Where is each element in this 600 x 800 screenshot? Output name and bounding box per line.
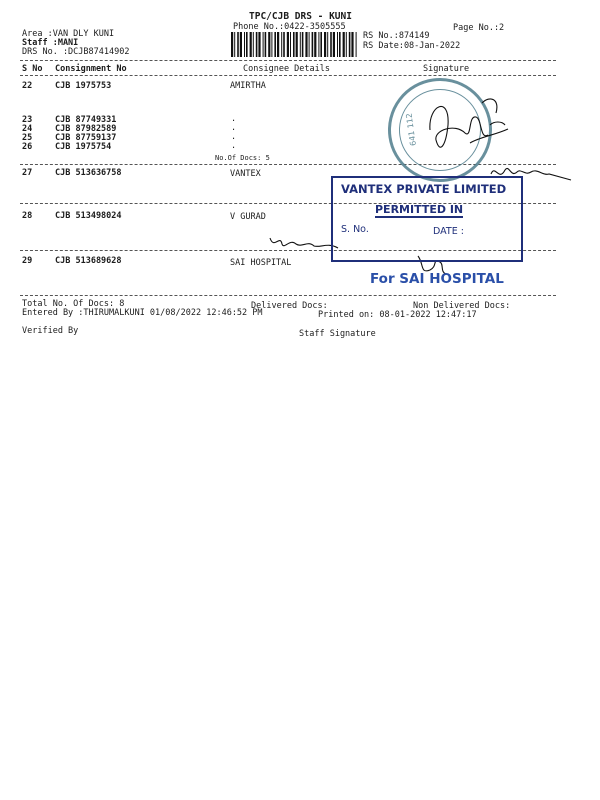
row-sno: 28 (22, 211, 33, 221)
row-consignment: CJB 513498024 (55, 211, 122, 221)
vantex-stamp-sno: S. No. (341, 224, 369, 235)
area-label: Area :VAN DLY KUNI (22, 29, 115, 39)
vantex-company-stamp (331, 176, 523, 262)
col-consignee: Consignee Details (243, 64, 330, 74)
row-consignee: . (231, 114, 237, 124)
phone-number: Phone No.:0422-3505555 (233, 22, 346, 32)
row-sno: 27 (22, 168, 33, 178)
document-title: TPC/CJB DRS - KUNI (249, 11, 352, 22)
row-sno: 29 (22, 256, 33, 266)
rs-date: RS Date:08-Jan-2022 (363, 41, 461, 51)
row-consignment: CJB 1975753 (55, 81, 112, 91)
row-consignment: CJB 1975754 (55, 142, 112, 152)
row-consignee: V GURAD (230, 212, 266, 222)
sai-hospital-stamp: For SAI HOSPITAL (370, 271, 504, 287)
row-consignment: CJB 87749331 (55, 115, 117, 125)
row-consignee: SAI HOSPITAL (230, 258, 292, 268)
row-consignee: . (231, 132, 237, 142)
col-consignment: Consignment No (55, 64, 127, 74)
row-consignee: . (231, 123, 237, 133)
row-sno: 23 (22, 115, 33, 125)
col-sno: S No (22, 64, 43, 74)
group-doc-count: No.Of Docs: 5 (215, 154, 270, 162)
signature-amirtha (410, 85, 520, 165)
seal-number: 641 112 (404, 112, 418, 147)
staff-signature: Staff Signature (299, 329, 376, 339)
row-sno: 24 (22, 124, 33, 134)
divider (20, 60, 556, 61)
page-number: Page No.:2 (453, 23, 505, 33)
barcode (231, 32, 359, 57)
row-sno: 26 (22, 142, 33, 152)
row-consignment: CJB 87982589 (55, 124, 117, 134)
vantex-stamp-permitted: PERMITTED IN (375, 203, 464, 216)
row-sno: 22 (22, 81, 33, 91)
row-consignee: AMIRTHA (230, 81, 266, 91)
entered-by: Entered By :THIRUMALKUNI 01/08/2022 12:46:52 PM (22, 308, 263, 318)
staff-label: Staff :MANI (22, 38, 79, 48)
col-signature: Signature (423, 64, 470, 74)
vantex-stamp-name: VANTEX PRIVATE LIMITED (341, 182, 507, 196)
verified-by: Verified By (22, 326, 79, 336)
row-sno: 25 (22, 133, 33, 143)
row-consignment: CJB 513689628 (55, 256, 122, 266)
vantex-stamp-date: DATE : (433, 226, 464, 237)
row-consignment: CJB 87759137 (55, 133, 117, 143)
row-consignee: VANTEX (230, 169, 261, 179)
row-consignment: CJB 513636758 (55, 168, 122, 178)
non-delivered-docs: Non Delivered Docs: (413, 301, 511, 311)
rs-number: RS No.:874149 (363, 31, 430, 41)
row-consignee: . (231, 141, 237, 151)
printed-on: Printed on: 08-01-2022 12:47:17 (318, 310, 477, 320)
divider (20, 295, 556, 296)
divider (20, 75, 556, 76)
total-docs: Total No. Of Docs: 8 (22, 299, 125, 309)
drs-number: DRS No. :DCJB87414902 (22, 47, 130, 57)
delivered-docs: Delivered Docs: (251, 301, 328, 311)
